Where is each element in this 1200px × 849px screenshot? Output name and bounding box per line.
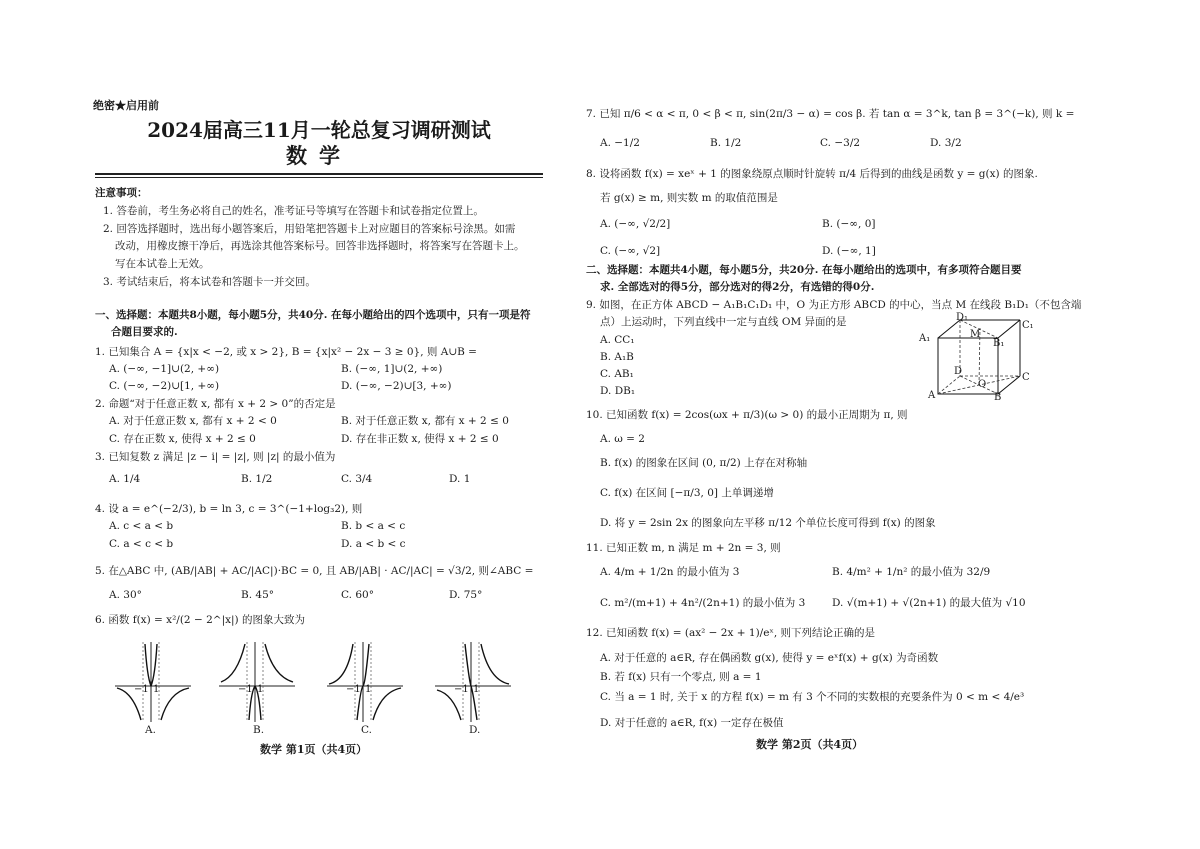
question-1: 1. 已知集合 A = {x|x < −2, 或 x > 2}, B = {x|x² − 2x − 3 ≥ 0}, 则 A∪B = bbox=[95, 346, 477, 358]
question-4: 4. 设 a = e^(−2/3), b = ln 3, c = 3^(−1+log₃2), 则 bbox=[95, 503, 363, 515]
option-11c: C. m²/(m+1) + 4n²/(2n+1) 的最小值为 3 bbox=[600, 597, 806, 609]
option-9a: A. CC₁ bbox=[600, 334, 635, 346]
graph-option-b bbox=[217, 636, 297, 724]
question-6: 6. 函数 f(x) = x²/(2 − 2^|x|) 的图象大致为 bbox=[95, 614, 305, 626]
option-4b: B. b < a < c bbox=[341, 520, 406, 532]
question-9-cont: 点）上运动时，下列直线中一定与直线 OM 异面的是 bbox=[600, 316, 847, 328]
question-7: 7. 已知 π/6 < α < π, 0 < β < π, sin(2π/3 − α) = cos β. 若 tan α = 3^k, tan β = 3^(−k), 则 k = bbox=[586, 108, 1075, 120]
graph-b-axis-label: −1 bbox=[238, 684, 253, 695]
cube-vertex-label: D bbox=[954, 366, 963, 377]
option-4d: D. a < b < c bbox=[341, 538, 406, 550]
question-8-cont: 若 g(x) ≥ m, 则实数 m 的取值范围是 bbox=[600, 192, 778, 204]
page-1-footer: 数学 第1页（共4页） bbox=[260, 743, 368, 756]
title-rule-thin bbox=[95, 177, 543, 178]
option-2a: A. 对于任意正数 x, 都有 x + 2 < 0 bbox=[109, 415, 277, 427]
graph-d-axis-label: −1 bbox=[454, 684, 469, 695]
notice-line: 3. 考试结束后，将本试卷和答题卡一并交回。 bbox=[103, 276, 316, 288]
question-10: 10. 已知函数 f(x) = 2cos(ωx + π/3)(ω > 0) 的最小正周期为 π, 则 bbox=[586, 409, 908, 421]
option-10b: B. f(x) 的图象在区间 (0, π/2) 上存在对称轴 bbox=[600, 457, 808, 469]
graph-c-axis-label: −1 bbox=[346, 684, 361, 695]
cube-vertex-label: B bbox=[994, 392, 1002, 403]
notice-line: 改动，用橡皮擦干净后，再选涂其他答案标号。回答非选择题时，将答案写在答题卡上。 bbox=[115, 240, 525, 252]
graph-option-d bbox=[433, 636, 513, 724]
question-2: 2. 命题“对于任意正数 x, 都有 x + 2 > 0”的否定是 bbox=[95, 398, 336, 410]
option-3b: B. 1/2 bbox=[241, 473, 273, 485]
option-3d: D. 1 bbox=[449, 473, 471, 485]
page-2 bbox=[586, 0, 1082, 849]
option-8a: A. (−∞, √2/2] bbox=[600, 218, 671, 230]
option-4c: C. a < c < b bbox=[109, 538, 174, 550]
subject-title: 数学 bbox=[286, 143, 352, 168]
option-11d: D. √(m+1) + √(2n+1) 的最大值为 √10 bbox=[832, 597, 1026, 609]
question-12: 12. 已知函数 f(x) = (ax² − 2x + 1)/eˣ, 则下列结论正确的是 bbox=[586, 627, 876, 639]
option-7b: B. 1/2 bbox=[710, 137, 742, 149]
option-11a: A. 4/m + 1/2n 的最小值为 3 bbox=[600, 566, 740, 578]
title-rule bbox=[95, 173, 543, 175]
cube-vertex-label: O bbox=[978, 379, 987, 390]
notice-line: 写在本试卷上无效。 bbox=[115, 258, 210, 270]
option-10a: A. ω = 2 bbox=[600, 433, 645, 445]
option-12d: D. 对于任意的 a∈R, f(x) 一定存在极值 bbox=[600, 717, 784, 729]
option-7d: D. 3/2 bbox=[930, 137, 962, 149]
option-9b: B. A₁B bbox=[600, 351, 634, 363]
page-1 bbox=[95, 0, 543, 849]
option-5a: A. 30° bbox=[109, 589, 142, 601]
question-3: 3. 已知复数 z 满足 |z − i| = |z|, 则 |z| 的最小值为 bbox=[95, 451, 336, 463]
graph-a-axis-label: −1 bbox=[134, 684, 149, 695]
option-9c: C. AB₁ bbox=[600, 368, 634, 380]
graph-option-c bbox=[325, 636, 405, 724]
cube-vertex-label: D₁ bbox=[956, 312, 969, 323]
option-5d: D. 75° bbox=[449, 589, 483, 601]
cube-vertex-label: A bbox=[928, 390, 936, 401]
option-12c: C. 当 a = 1 时, 关于 x 的方程 f(x) = m 有 3 个不同的实数根的充要条件为 0 < m < 4/e³ bbox=[600, 691, 1025, 703]
cube-vertex-label: C₁ bbox=[1022, 320, 1034, 331]
option-8c: C. (−∞, √2] bbox=[600, 245, 661, 257]
graph-a-caption: A. bbox=[145, 724, 156, 736]
graph-c-caption: C. bbox=[361, 724, 372, 736]
notice-heading: 注意事项： bbox=[95, 187, 148, 199]
graph-option-a bbox=[113, 636, 193, 724]
cube-vertex-label: A₁ bbox=[919, 333, 931, 344]
option-12b: B. 若 f(x) 只有一个零点, 则 a = 1 bbox=[600, 671, 762, 683]
option-5b: B. 45° bbox=[241, 589, 275, 601]
graph-b-axis-label: 1 bbox=[257, 684, 264, 695]
page-2-footer: 数学 第2页（共4页） bbox=[756, 738, 864, 751]
option-7c: C. −3/2 bbox=[820, 137, 861, 149]
section2-heading: 二、选择题：本题共4小题，每小题5分，共20分. 在每小题给出的选项中，有多项符合题目要 bbox=[586, 264, 1022, 276]
cube-vertex-label: B₁ bbox=[993, 338, 1005, 349]
exam-title: 2024届高三11月一轮总复习调研测试 bbox=[147, 118, 491, 142]
section1-heading: 一、选择题：本题共8小题，每小题5分，共40分. 在每小题给出的四个选项中，只有一项是符 bbox=[95, 309, 531, 321]
option-8b: B. (−∞, 0] bbox=[822, 218, 876, 230]
option-10c: C. f(x) 在区间 [−π/3, 0] 上单调递增 bbox=[600, 487, 774, 499]
option-3c: C. 3/4 bbox=[341, 473, 373, 485]
section1-heading-cont: 合题目要求的. bbox=[111, 326, 178, 338]
option-1d: D. (−∞, −2)∪[3, +∞) bbox=[341, 380, 452, 392]
option-5c: C. 60° bbox=[341, 589, 374, 601]
option-8d: D. (−∞, 1] bbox=[822, 245, 876, 257]
confidential-label: 绝密★启用前 bbox=[93, 99, 159, 112]
option-2c: C. 存在正数 x, 使得 x + 2 ≤ 0 bbox=[109, 433, 256, 445]
graph-a-axis-label: 1 bbox=[153, 684, 160, 695]
question-8: 8. 设将函数 f(x) = xeˣ + 1 的图象绕原点顺时针旋转 π/4 后得到的曲线是函数 y = g(x) 的图象. bbox=[586, 168, 1038, 180]
option-11b: B. 4/m² + 1/n² 的最小值为 32/9 bbox=[832, 566, 991, 578]
notice-line: 2. 回答选择题时，选出每小题答案后，用铅笔把答题卡上对应题目的答案标号涂黑。如需 bbox=[103, 223, 516, 235]
cube-vertex-label: C bbox=[1022, 372, 1030, 383]
option-4a: A. c < a < b bbox=[109, 520, 174, 532]
graph-c-axis-label: 1 bbox=[365, 684, 372, 695]
option-1b: B. (−∞, 1]∪(2, +∞) bbox=[341, 363, 443, 375]
option-7a: A. −1/2 bbox=[600, 137, 640, 149]
option-9d: D. DB₁ bbox=[600, 385, 636, 397]
graph-d-axis-label: 1 bbox=[473, 684, 480, 695]
option-3a: A. 1/4 bbox=[109, 473, 141, 485]
question-9: 9. 如图，在正方体 ABCD − A₁B₁C₁D₁ 中，O 为正方形 ABCD 的中心，当点 M 在线段 B₁D₁（不包含端 bbox=[586, 299, 1082, 311]
graph-b-caption: B. bbox=[253, 724, 265, 736]
graph-d-caption: D. bbox=[469, 724, 481, 736]
option-2d: D. 存在非正数 x, 使得 x + 2 ≤ 0 bbox=[341, 433, 499, 445]
question-11: 11. 已知正数 m, n 满足 m + 2n = 3, 则 bbox=[586, 542, 781, 554]
option-10d: D. 将 y = 2sin 2x 的图象向左平移 π/12 个单位长度可得到 f(x) 的图象 bbox=[600, 517, 936, 529]
option-1c: C. (−∞, −2)∪[1, +∞) bbox=[109, 380, 220, 392]
section2-heading-cont: 求. 全部选对的得5分，部分选对的得2分，有选错的得0分. bbox=[600, 281, 875, 293]
notice-line: 1. 答卷前，考生务必将自己的姓名，准考证号等填写在答题卡和试卷指定位置上。 bbox=[103, 205, 484, 217]
question-5: 5. 在△ABC 中, (AB/|AB| + AC/|AC|)·BC = 0, 且 AB/|AB| · AC/|AC| = √3/2, 则∠ABC = bbox=[95, 565, 534, 577]
option-1a: A. (−∞, −1]∪(2, +∞) bbox=[109, 363, 220, 375]
cube-vertex-label: M bbox=[970, 329, 981, 340]
option-12a: A. 对于任意的 a∈R, 存在偶函数 g(x), 使得 y = eˣf(x) + g(x) 为奇函数 bbox=[600, 652, 939, 664]
option-2b: B. 对于任意正数 x, 都有 x + 2 ≤ 0 bbox=[341, 415, 509, 427]
